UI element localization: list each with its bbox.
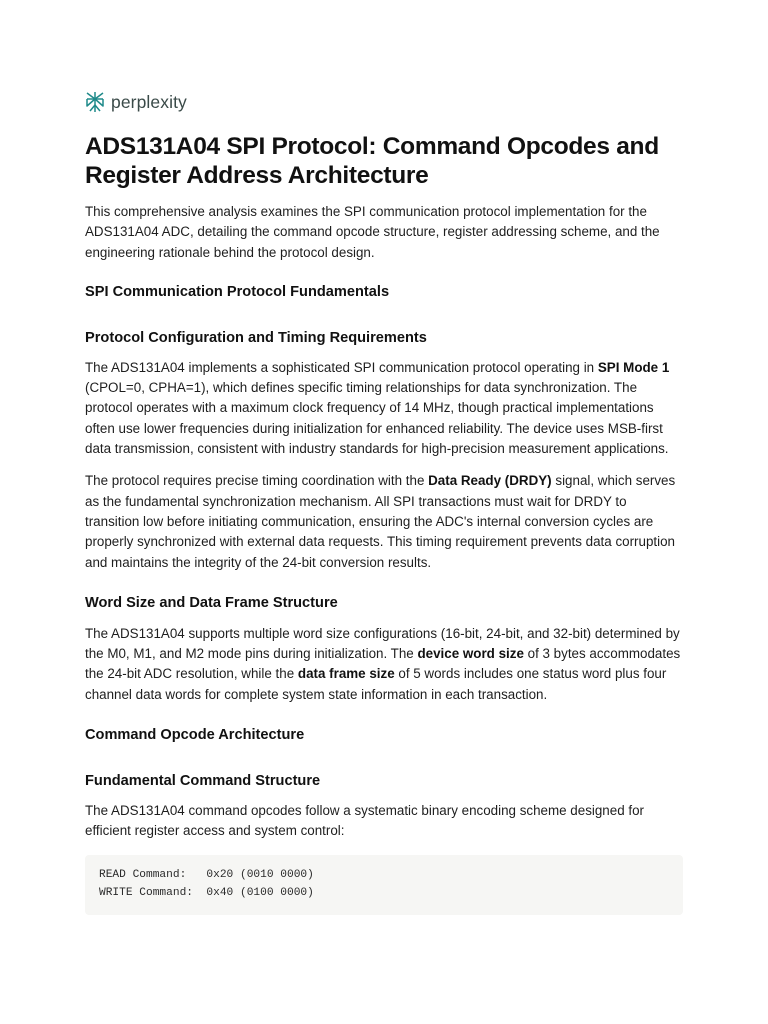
document-content: [85, 88, 683, 915]
subheading-word-size: Word Size and Data Frame Structure: [85, 594, 338, 611]
paragraph-drdy: The protocol requires precise timing coordination with the Data Ready (DRDY) signal, which serves as the fundamental synchronization mechanism. All SPI transactions must wait for DRDY to transition low before initiating communication, ensuring the ADC's internal conversion cycles are properly synchronized with external data requests. This timing requirement prevents data corruption and maintains the integrity of the 24-bit conversion results.: [85, 473, 676, 570]
brand-name: perplexity: [111, 91, 187, 112]
subheading-protocol-configuration: Protocol Configuration and Timing Requirements: [85, 329, 427, 346]
page-title: ADS131A04 SPI Protocol: Command Opcodes and Register Address Architecture: [85, 133, 659, 189]
bold-device-word-size: device word size: [417, 646, 524, 662]
paragraph-word-size: The ADS131A04 supports multiple word size configurations (16-bit, 24-bit, and 32-bit) determined by the M0, M1, and M2 mode pins during initialization. The device word size of 3 bytes accommodates the 24-bit ADC resolution, while the data frame size of 5 words includes one status word plus four channel data words for complete system state information in each transaction.: [85, 625, 681, 702]
bold-drdy: Data Ready (DRDY): [428, 473, 552, 489]
bold-data-frame-size: data frame size: [297, 666, 395, 682]
paragraph-opcodes: The ADS131A04 command opcodes follow a systematic binary encoding scheme designed for efficient register access and system control:: [85, 803, 644, 839]
code-line-read: READ Command: 0x20 (0010 0000): [99, 868, 314, 881]
section-heading-spi-fundamentals: SPI Communication Protocol Fundamentals: [85, 283, 390, 300]
subheading-fundamental-command: Fundamental Command Structure: [85, 773, 321, 790]
code-line-write: WRITE Command: 0x40 (0100 0000): [99, 887, 314, 900]
paragraph-spi-mode: The ADS131A04 implements a sophisticated SPI communication protocol operating in SPI Mode 1 (CPOL=0, CPHA=1), which defines specific timing relationships for data synchronization. The protocol operates with a maximum clock frequency of 14 MHz, though practical implementations often use lower frequencies during initialization for enhanced reliability. The device uses MSB-first data transmission, consistent with industry standards for high-precision measurement applications.: [85, 359, 670, 457]
bold-spi-mode: SPI Mode 1: [597, 359, 670, 375]
section-heading-command-opcode: Command Opcode Architecture: [85, 727, 305, 744]
code-block: [85, 855, 683, 915]
brand-logo: [85, 88, 683, 116]
intro-paragraph: This comprehensive analysis examines the SPI communication protocol implementation for the ADS131A04 ADC, detailing the command opcode structure, register addressing scheme, and the engineering rationale behind the protocol design.: [85, 204, 660, 260]
perplexity-logo-icon: [85, 91, 105, 113]
